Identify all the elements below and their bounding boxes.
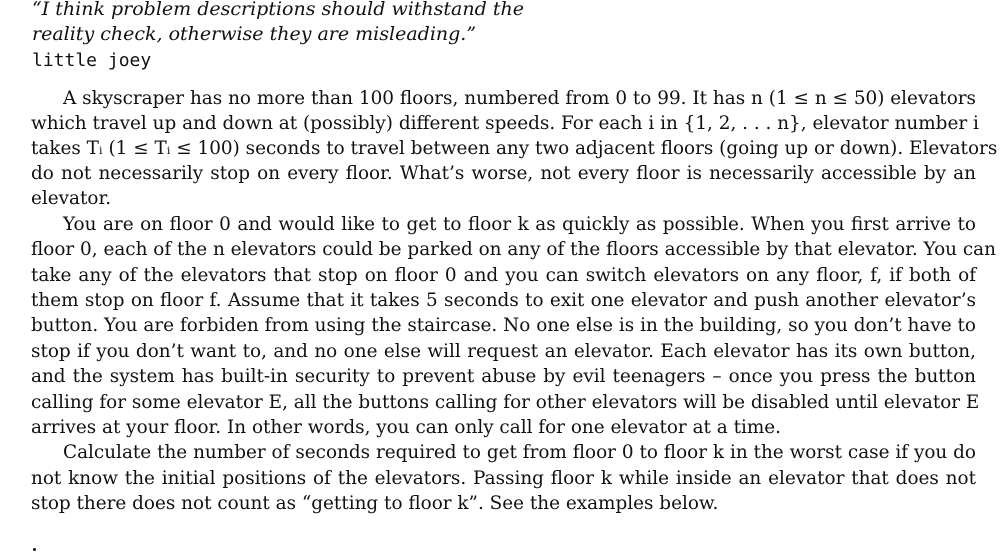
paragraph-1-line-2: which travel up and down at (possibly) different speeds. For each i in {1, 2, . . . n}, elevator number i: [31, 113, 979, 134]
paragraph-2-line-3: take any of the elevators that stop on floor 0 and you can switch elevators on any floor, f, if both of: [31, 265, 976, 286]
paragraph-2-line-8: calling for some elevator E, all the buttons calling for other elevators will be disabled until elevator E: [31, 392, 980, 413]
paragraph-1-line-3: takes Tᵢ (1 ≤ Tᵢ ≤ 100) seconds to travel between any two adjacent floors (going up or down). Elevators: [31, 138, 998, 159]
epigraph-author: little joey: [32, 50, 152, 71]
paragraph-3-line-2: not know the initial positions of the elevators. Passing floor k while inside an elevator that does not: [31, 468, 976, 489]
paragraph-2-line-5: button. You are forbiden from using the staircase. No one else is in the building, so you don’t have to: [31, 315, 976, 336]
paragraph-2-line-1: You are on floor 0 and would like to get to floor k as quickly as possible. When you first arrive to: [63, 214, 976, 235]
paragraph-1-line-5: elevator.: [31, 188, 112, 209]
paragraph-2-line-7: and the system has built-in security to prevent abuse by evil teenagers – once you press the button: [31, 366, 976, 387]
paragraph-2-line-6: stop if you don’t want to, and no one else will request an elevator. Each elevator has its own button,: [31, 341, 976, 362]
epigraph-line-2: reality check, otherwise they are misleading.”: [32, 23, 477, 45]
epigraph-line-1: “I think problem descriptions should withstand the: [32, 0, 524, 20]
paragraph-2-line-2: floor 0, each of the n elevators could be parked on any of the floors accessible by that elevator. You can: [31, 239, 996, 260]
paragraph-1-line-4: do not necessarily stop on every floor. What’s worse, not every floor is necessarily accessible by an: [31, 163, 976, 184]
paragraph-3-line-3: stop there does not count as “getting to floor k”. See the examples below.: [31, 493, 719, 514]
paragraph-3-line-1: Calculate the number of seconds required to get from floor 0 to floor k in the worst case if you do: [63, 442, 976, 463]
paragraph-1-line-1: A skyscraper has no more than 100 floors, numbered from 0 to 99. It has n (1 ≤ n ≤ 50) elevators: [63, 88, 976, 109]
paragraph-2-line-9: arrives at your floor. In other words, you can only call for one elevator at a time.: [31, 417, 782, 438]
next-item-bullet-fragment: [33, 548, 36, 551]
paragraph-2-line-4: them stop on floor f. Assume that it takes 5 seconds to exit one elevator and push another elevator’s: [31, 290, 976, 311]
